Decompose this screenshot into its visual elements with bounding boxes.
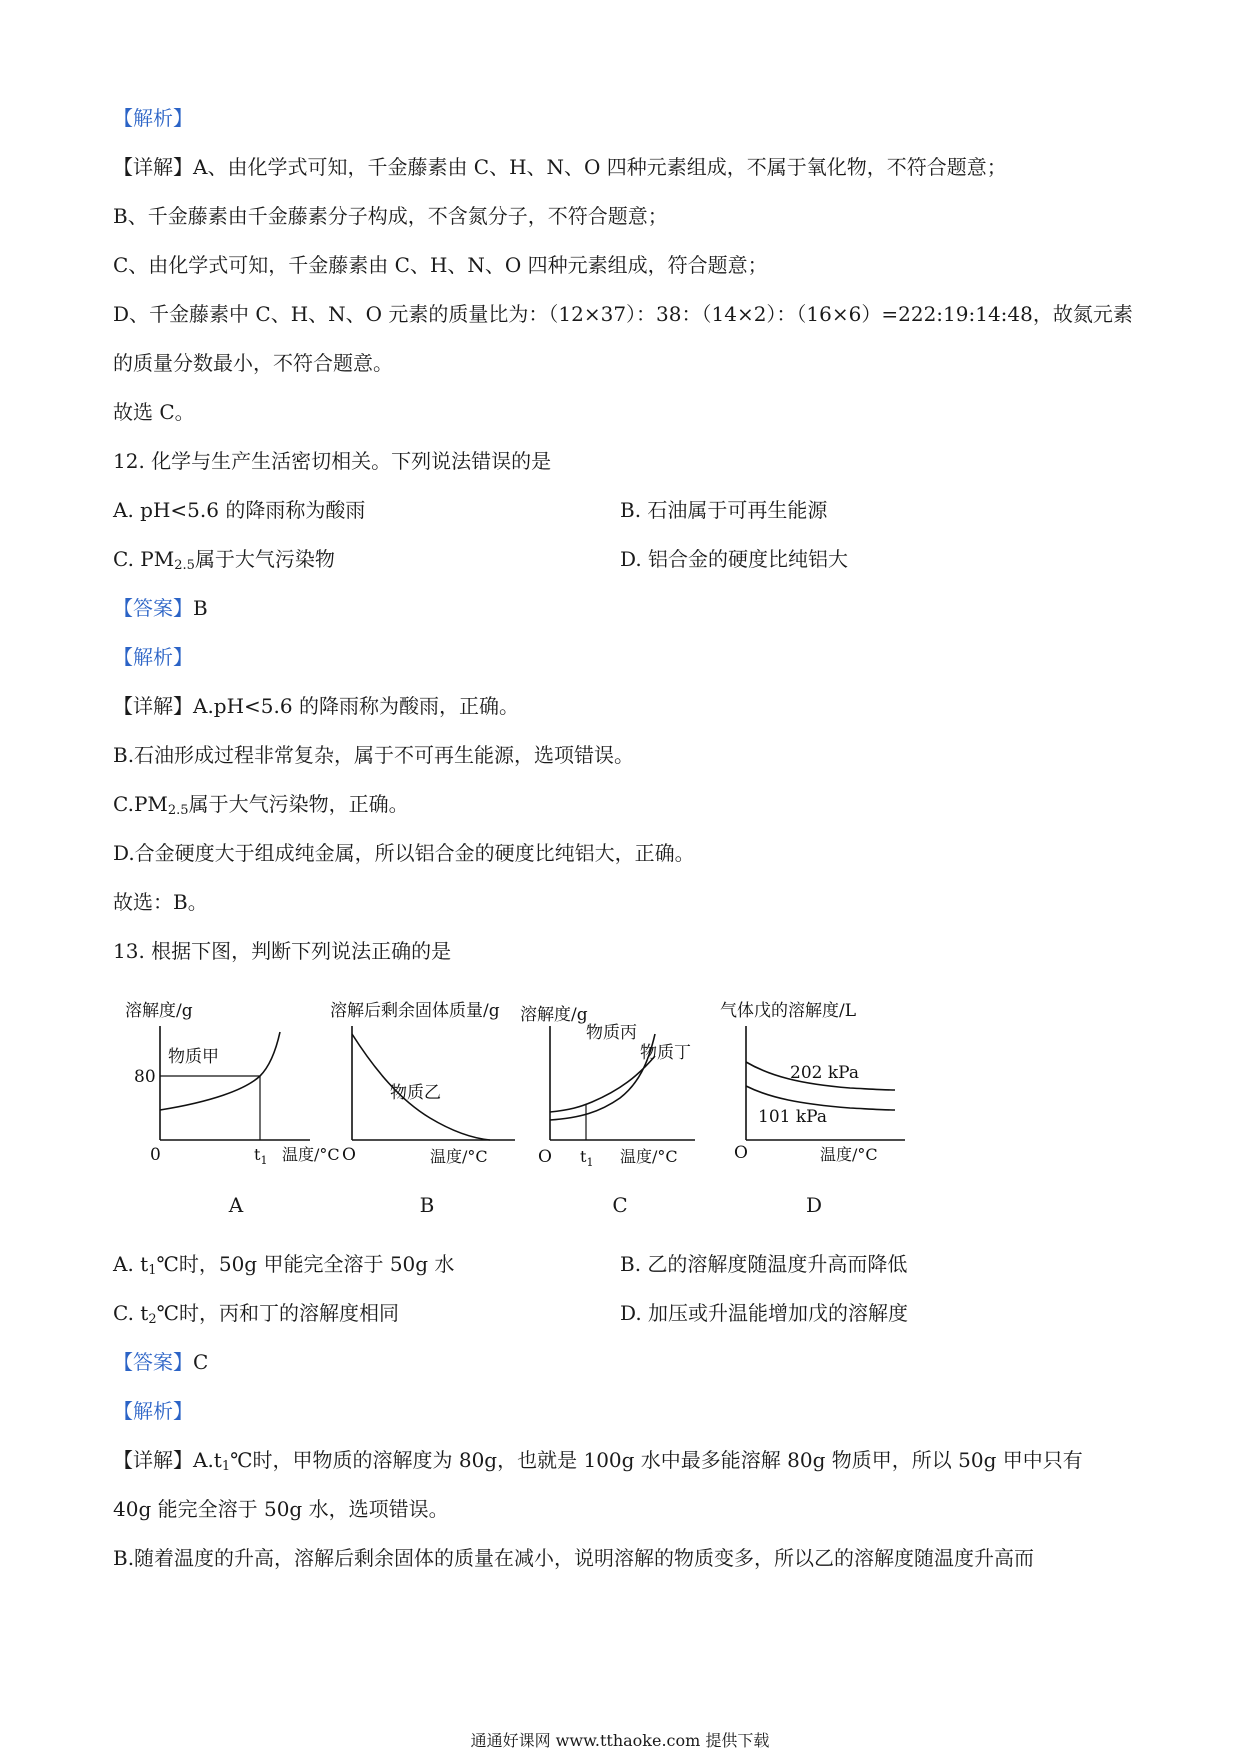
- subscript: 1: [221, 1459, 231, 1474]
- subscript: 1: [260, 1154, 268, 1167]
- graph-a-caption: A: [228, 1193, 244, 1217]
- analysis-tag: 【解析】: [113, 645, 193, 669]
- origin-label: O: [342, 1145, 356, 1165]
- q12-option-c: [113, 545, 335, 573]
- q13-detail-b: B.随着温度的升高，溶解后剩余固体的质量在减小，说明溶解的物质变多，所以乙的溶解度随温度升高而: [113, 1546, 1035, 1570]
- text: 属于大气污染物: [194, 547, 335, 571]
- tick-label: 80: [134, 1067, 156, 1087]
- curve-ding: [550, 1056, 655, 1112]
- x-label: 温度/°C: [620, 1147, 678, 1166]
- q12-option-d: D. 铝合金的硬度比纯铝大: [620, 547, 849, 571]
- answer-tag: 【答案】: [113, 596, 193, 620]
- q13-stem: 13. 根据下图，判断下列说法正确的是: [113, 939, 452, 963]
- analysis-tag: 【解析】: [113, 106, 193, 130]
- text: ℃时，50g 甲能完全溶于 50g 水: [156, 1252, 455, 1276]
- graph-a: [120, 990, 340, 1170]
- graph-b: [330, 990, 520, 1170]
- text: 【详解】A.t: [113, 1448, 222, 1472]
- q13-detail-a: [113, 1446, 1083, 1474]
- detail-line: 的质量分数最小，不符合题意。: [113, 351, 393, 375]
- curve-label: 物质乙: [390, 1083, 441, 1103]
- x-label: 温度/°C: [282, 1145, 340, 1164]
- t-label: [580, 1147, 593, 1169]
- text: ℃时，丙和丁的溶解度相同: [156, 1301, 399, 1325]
- text: C. t: [113, 1301, 149, 1325]
- text: ℃时，甲物质的溶解度为 80g，也就是 100g 水中最多能溶解 80g 物质甲，所以 50g 甲中只有: [230, 1448, 1083, 1472]
- detail-line: C、由化学式可知，千金藤素由 C、H、N、O 四种元素组成，符合题意；: [113, 253, 768, 277]
- subscript: 1: [148, 1263, 157, 1278]
- answer-value: C: [193, 1350, 209, 1374]
- graph-d: [720, 990, 920, 1170]
- graph-b-caption: B: [419, 1193, 435, 1217]
- origin-label: O: [538, 1147, 552, 1167]
- text: 属于大气污染物，正确。: [188, 792, 409, 816]
- graph-c-ylabel: 溶解度/g: [520, 1005, 588, 1025]
- curve-label: 物质丁: [640, 1043, 691, 1063]
- q12-option-a: A. pH<5.6 的降雨称为酸雨: [113, 498, 366, 522]
- answer-tag: 【答案】: [113, 1350, 193, 1374]
- conclusion: 故选 C。: [113, 400, 195, 424]
- subscript: 2.5: [174, 558, 195, 573]
- q13-option-c: [113, 1299, 399, 1327]
- subscript: 2.5: [167, 803, 189, 818]
- graph-c-caption: C: [612, 1193, 628, 1217]
- text: C. PM: [113, 547, 175, 571]
- q13-answer: [113, 1348, 208, 1376]
- t-label: [254, 1145, 267, 1167]
- curve-label: 101 kPa: [758, 1107, 827, 1127]
- graph-b-ylabel: 溶解后剩余固体质量/g: [330, 1001, 500, 1021]
- analysis-tag: 【解析】: [113, 1399, 193, 1423]
- q12-option-b: B. 石油属于可再生能源: [620, 498, 828, 522]
- q12-detail-b: B.石油形成过程非常复杂，属于不可再生能源，选项错误。: [113, 743, 635, 767]
- curve-label: 202 kPa: [790, 1063, 859, 1083]
- curve-label: 物质甲: [168, 1047, 219, 1067]
- q12-detail-d: D.合金硬度大于组成纯金属，所以铝合金的硬度比纯铝大，正确。: [113, 841, 695, 865]
- q13-option-b: B. 乙的溶解度随温度升高而降低: [620, 1252, 908, 1276]
- q12-detail-a: 【详解】A.pH<5.6 的降雨称为酸雨，正确。: [113, 694, 519, 718]
- graph-d-ylabel: 气体戊的溶解度/L: [720, 1001, 857, 1021]
- subscript: 2: [148, 1312, 157, 1327]
- conclusion: 故选：B。: [113, 890, 208, 914]
- subscript: 1: [586, 1156, 594, 1169]
- curve-label: 物质丙: [586, 1023, 637, 1043]
- q12-answer: [113, 594, 208, 622]
- text: A. t: [113, 1252, 149, 1276]
- text: t: [580, 1147, 587, 1166]
- x-label: 温度/°C: [820, 1145, 878, 1164]
- origin-label: O: [734, 1143, 748, 1163]
- detail-line: 【详解】A、由化学式可知，千金藤素由 C、H、N、O 四种元素组成，不属于氧化物，不符合题意；: [113, 155, 1007, 179]
- text: C.PM: [113, 792, 168, 816]
- curve-jia: [160, 1032, 280, 1110]
- detail-line: B、千金藤素由千金藤素分子构成，不含氮分子，不符合题意；: [113, 204, 668, 228]
- x-label: 温度/°C: [430, 1147, 488, 1166]
- q13-detail-a-cont: 40g 能完全溶于 50g 水，选项错误。: [113, 1497, 449, 1521]
- origin-label: 0: [150, 1145, 161, 1165]
- q12-detail-c: [113, 790, 409, 818]
- q13-option-d: D. 加压或升温能增加戊的溶解度: [620, 1301, 909, 1325]
- q12-stem: 12. 化学与生产生活密切相关。下列说法错误的是: [113, 449, 552, 473]
- q13-option-a: [113, 1250, 454, 1278]
- graph-c: [520, 990, 710, 1170]
- graph-a-ylabel: 溶解度/g: [125, 1001, 193, 1021]
- detail-line: D、千金藤素中 C、H、N、O 元素的质量比为：（12×37）：38：（14×2）：（16×6）=222:19:14:48，故氮元素: [113, 302, 1133, 326]
- graph-d-caption: D: [805, 1193, 823, 1217]
- answer-value: B: [193, 596, 208, 620]
- footer: 通通好课网 www.tthaoke.com 提供下载: [470, 1731, 770, 1750]
- text: t: [254, 1145, 261, 1164]
